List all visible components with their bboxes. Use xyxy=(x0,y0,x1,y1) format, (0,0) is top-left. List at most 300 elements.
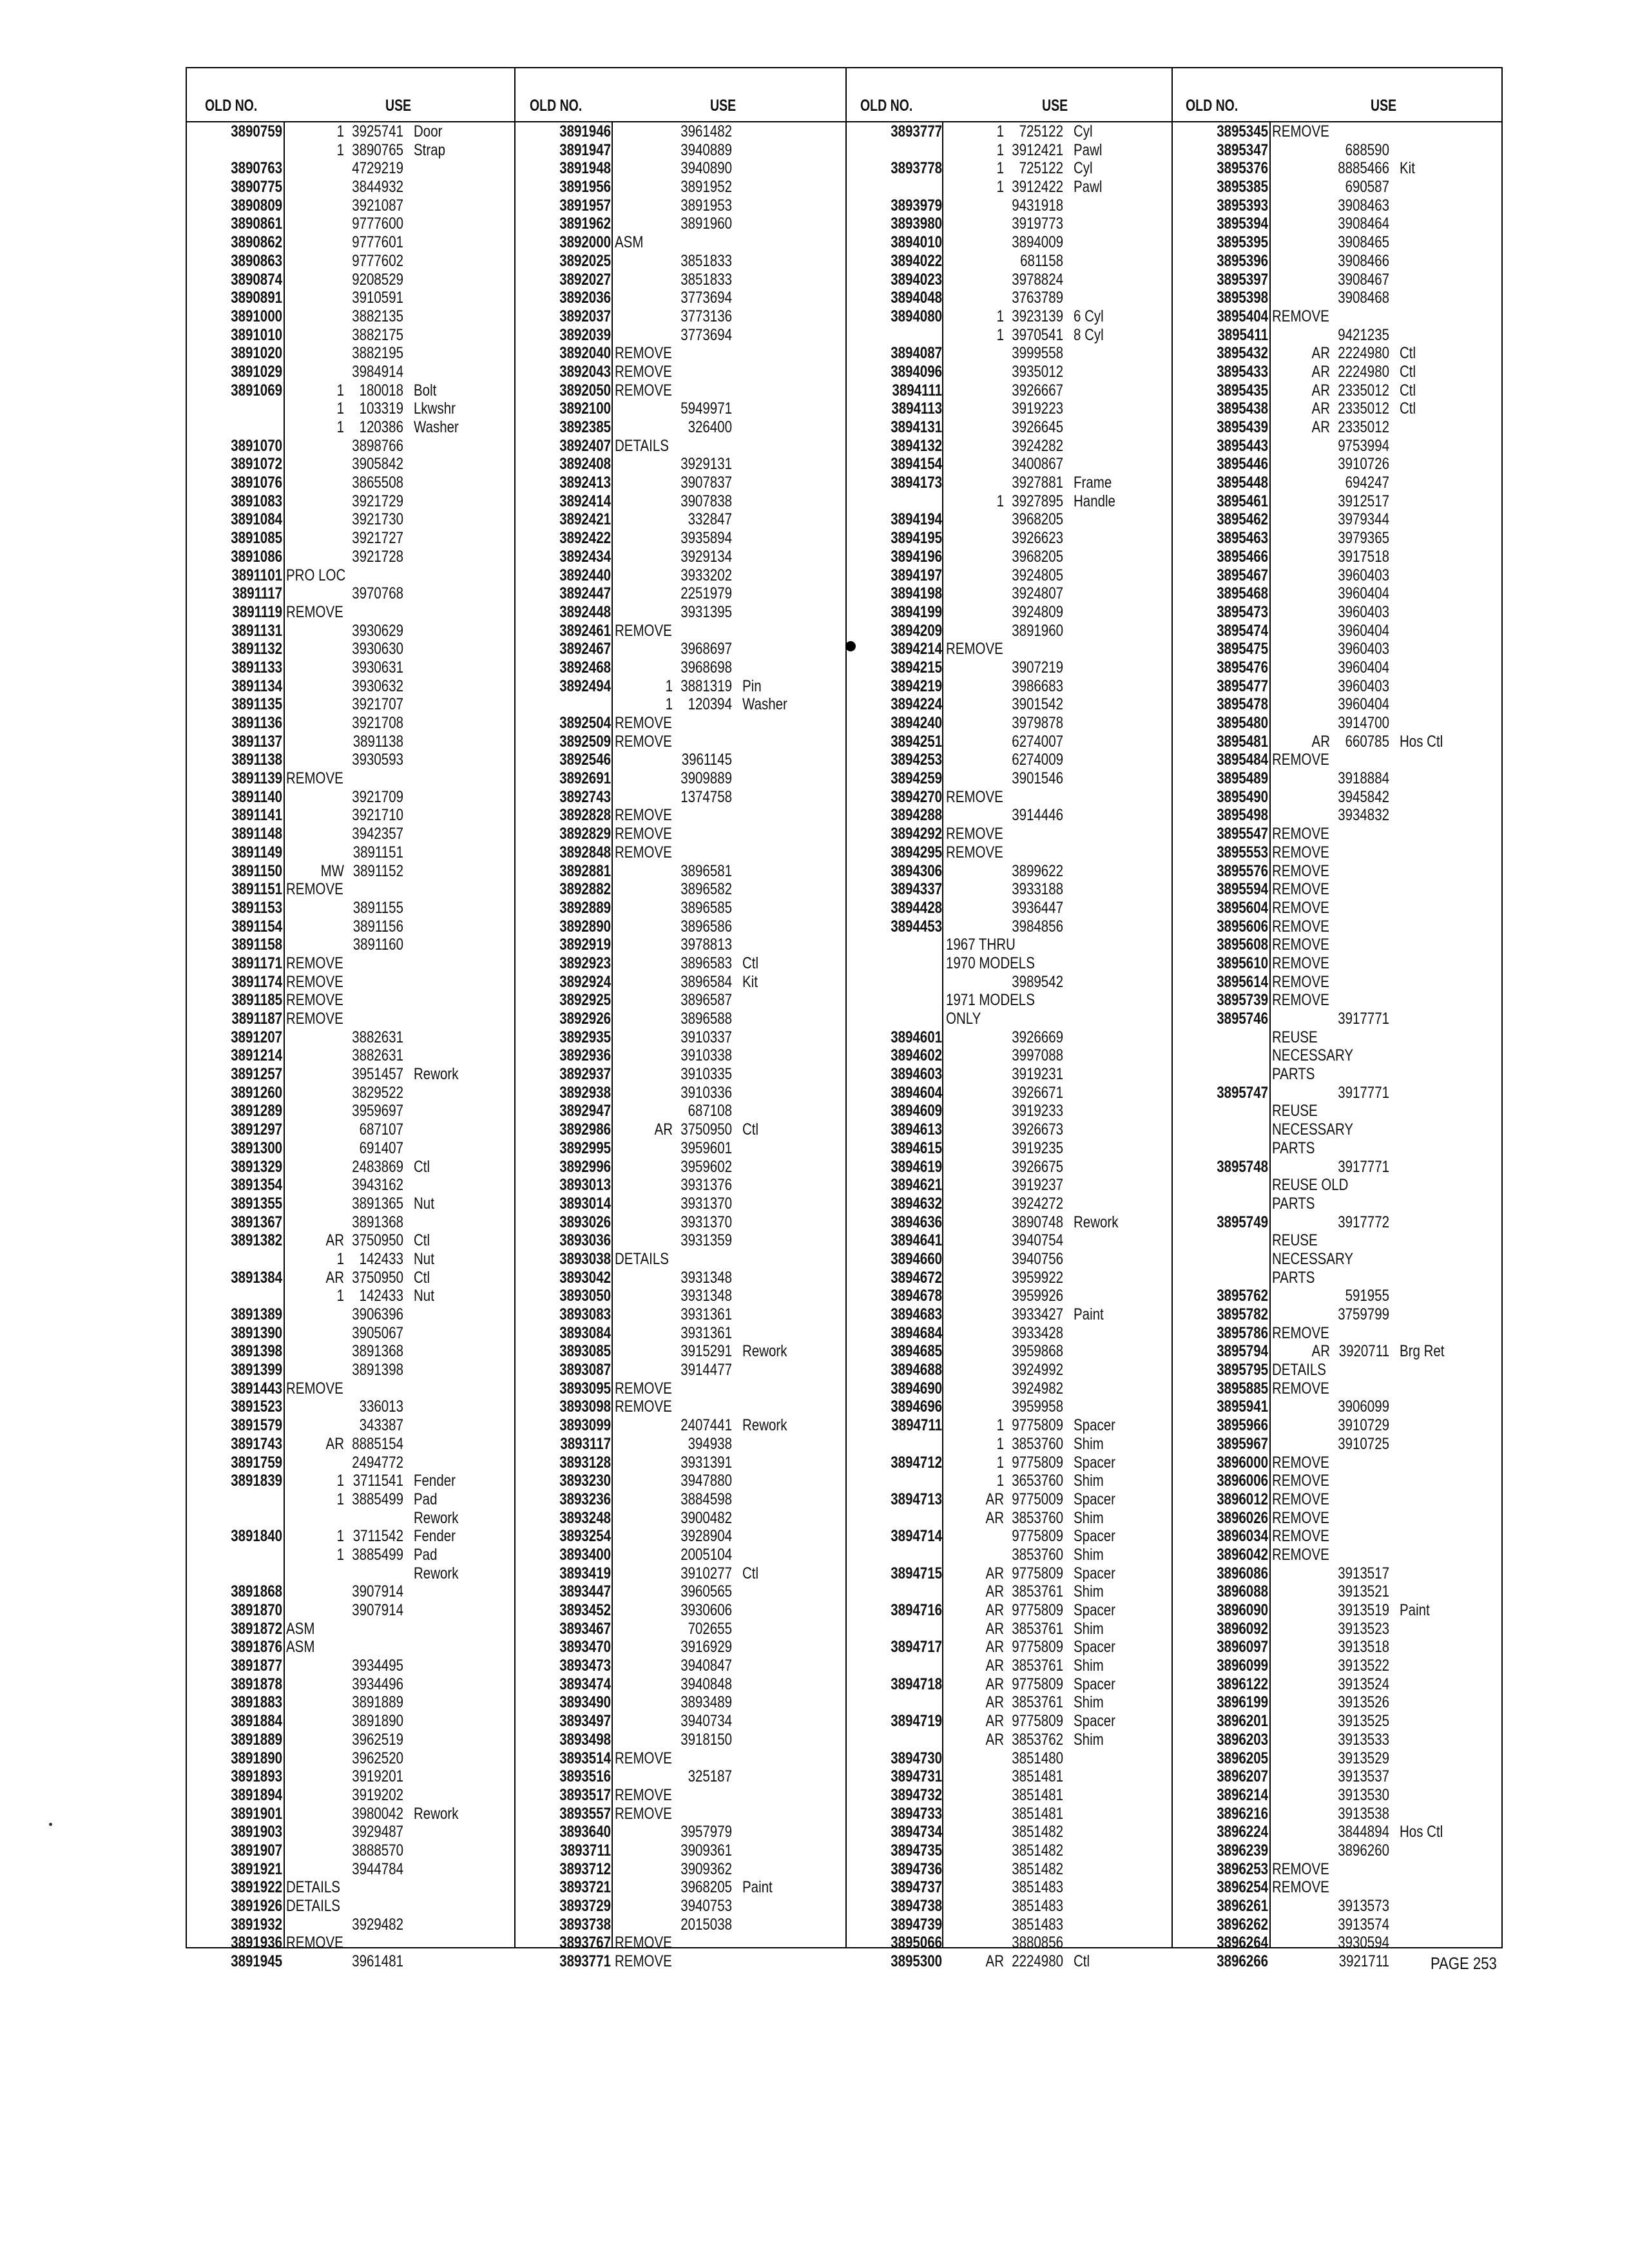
table-row xyxy=(845,825,1171,843)
table-row xyxy=(845,640,1171,658)
table-row xyxy=(514,1657,845,1675)
part-description: Rework xyxy=(414,1508,459,1527)
old-number: 3894736 xyxy=(891,1860,942,1878)
table-row xyxy=(514,1564,845,1583)
table-row xyxy=(845,252,1171,271)
table-row xyxy=(845,1250,1171,1269)
quantity: 1 xyxy=(336,381,344,399)
new-part-number: 3901542 xyxy=(1012,695,1063,714)
quantity: AR xyxy=(654,1120,673,1139)
new-part-number: 3960404 xyxy=(1338,584,1389,603)
new-part-number: 3929482 xyxy=(352,1915,403,1934)
old-number: 3895396 xyxy=(1217,251,1268,270)
table-row xyxy=(1171,344,1501,363)
part-description: Spacer xyxy=(1074,1564,1115,1582)
table-row xyxy=(186,159,514,178)
old-number: 3895443 xyxy=(1217,436,1268,455)
old-number: 3894209 xyxy=(891,621,942,640)
table-row xyxy=(845,1546,1171,1564)
table-row xyxy=(186,1379,514,1398)
table-row xyxy=(514,1878,845,1897)
new-part-number: 3935012 xyxy=(1012,362,1063,381)
table-row xyxy=(186,1435,514,1454)
table-row xyxy=(186,529,514,548)
old-number: 3892440 xyxy=(559,566,611,584)
old-number: 3892546 xyxy=(559,751,611,769)
table-row xyxy=(845,510,1171,529)
new-part-number: 3924282 xyxy=(1012,436,1063,455)
table-row xyxy=(1171,695,1501,714)
table-row xyxy=(186,1952,514,1971)
old-number: 3895397 xyxy=(1217,270,1268,289)
old-number: 3892889 xyxy=(559,898,611,917)
old-number: 3895941 xyxy=(1217,1398,1268,1416)
part-description: Shim xyxy=(1074,1434,1104,1453)
old-number: 3894714 xyxy=(891,1527,942,1546)
use-note: ASM xyxy=(615,233,644,252)
new-part-number: 3962519 xyxy=(352,1730,403,1749)
new-part-number: 3959602 xyxy=(680,1157,732,1176)
new-part-number: 3905067 xyxy=(352,1323,403,1342)
header-old-no: OLD NO. xyxy=(530,97,583,115)
part-description: Spacer xyxy=(1074,1453,1115,1472)
old-number: 3892043 xyxy=(559,362,611,381)
new-part-number: 6274009 xyxy=(1012,751,1063,769)
use-note: ONLY xyxy=(946,1010,981,1028)
old-number: 3893099 xyxy=(559,1416,611,1435)
table-row xyxy=(1171,1657,1501,1675)
new-part-number: 3880856 xyxy=(1012,1934,1063,1952)
table-row xyxy=(845,695,1171,714)
old-number: 3893084 xyxy=(559,1323,611,1342)
old-number: 3893013 xyxy=(559,1176,611,1195)
table-row xyxy=(845,1324,1171,1343)
new-part-number: 3921729 xyxy=(352,492,403,510)
new-part-number: 3893489 xyxy=(680,1693,732,1712)
new-part-number: 9775809 xyxy=(1012,1527,1063,1546)
table-row xyxy=(1171,1786,1501,1805)
old-number: 3893711 xyxy=(560,1841,611,1860)
old-number: 3893087 xyxy=(559,1361,611,1379)
new-part-number: 3942357 xyxy=(352,825,403,843)
old-number: 3893083 xyxy=(559,1305,611,1323)
new-part-number: 3921709 xyxy=(352,787,403,806)
old-number: 3893729 xyxy=(559,1897,611,1915)
new-part-number: 3891960 xyxy=(680,215,732,233)
old-number: 3891289 xyxy=(231,1102,282,1120)
new-part-number: 3924272 xyxy=(1012,1194,1063,1213)
new-part-number: 3891398 xyxy=(352,1361,403,1379)
old-number: 3891148 xyxy=(231,825,282,843)
new-part-number: 3896584 xyxy=(680,972,732,991)
new-part-number: 9775809 xyxy=(1012,1712,1063,1731)
table-row xyxy=(1171,1305,1501,1324)
table-row xyxy=(1171,1287,1501,1305)
use-note: NECESSARY xyxy=(1272,1249,1354,1268)
use-note: REMOVE xyxy=(615,714,672,732)
old-number: 3894295 xyxy=(891,843,942,861)
new-part-number: 3924982 xyxy=(1012,1379,1063,1398)
old-number: 3892414 xyxy=(559,492,611,510)
old-number: 3893470 xyxy=(559,1638,611,1657)
table-row xyxy=(1171,1897,1501,1916)
table-row xyxy=(845,658,1171,677)
table-row xyxy=(1171,880,1501,899)
table-row xyxy=(1171,141,1501,160)
table-row xyxy=(514,252,845,271)
table-row xyxy=(186,381,514,400)
old-number: 3892434 xyxy=(559,547,611,566)
new-part-number: 3913519 xyxy=(1338,1601,1389,1619)
new-part-number: 2335012 xyxy=(1338,399,1389,418)
table-row xyxy=(1171,326,1501,345)
part-description: Paint xyxy=(1400,1601,1430,1619)
old-number: 3892938 xyxy=(559,1083,611,1102)
table-row xyxy=(845,1952,1171,1971)
new-part-number: 681158 xyxy=(1020,251,1063,270)
old-number: 3890809 xyxy=(231,196,282,215)
new-part-number: 3924805 xyxy=(1012,566,1063,584)
new-part-number: 3934832 xyxy=(1338,806,1389,825)
table-row xyxy=(186,474,514,492)
old-number: 3892936 xyxy=(559,1046,611,1065)
use-note: REMOVE xyxy=(615,1785,672,1804)
new-part-number: 3891368 xyxy=(352,1342,403,1361)
old-number: 3894080 xyxy=(891,307,942,325)
new-part-number: 3908465 xyxy=(1338,233,1389,252)
table-row xyxy=(186,843,514,862)
use-note: 1971 MODELS xyxy=(946,991,1035,1010)
table-row xyxy=(1171,603,1501,622)
part-description: Pin xyxy=(742,677,762,695)
table-row xyxy=(845,1361,1171,1379)
old-number: 3890874 xyxy=(231,270,282,289)
table-row xyxy=(186,1527,514,1546)
table-row xyxy=(186,455,514,474)
table-row xyxy=(514,1509,845,1528)
old-number: 3895477 xyxy=(1217,677,1268,695)
old-number: 3891154 xyxy=(231,917,282,936)
old-number: 3896006 xyxy=(1217,1472,1268,1490)
new-part-number: 687108 xyxy=(688,1102,732,1120)
old-number: 3893712 xyxy=(559,1860,611,1878)
table-row xyxy=(1171,1841,1501,1860)
old-number: 3891076 xyxy=(231,474,282,492)
table-row xyxy=(514,918,845,936)
part-description: Spacer xyxy=(1074,1490,1115,1508)
old-number: 3896000 xyxy=(1217,1453,1268,1472)
new-part-number: 3773694 xyxy=(680,325,732,344)
table-row xyxy=(1171,1731,1501,1749)
old-number: 3892494 xyxy=(559,677,611,695)
old-number: 3894739 xyxy=(891,1915,942,1934)
table-row xyxy=(845,437,1171,456)
old-number: 3895461 xyxy=(1217,492,1268,510)
old-number: 3891329 xyxy=(231,1157,282,1176)
quantity: 1 xyxy=(665,695,673,714)
table-row xyxy=(845,1028,1171,1047)
table-row xyxy=(514,954,845,973)
table-row xyxy=(845,733,1171,751)
table-row xyxy=(514,1084,845,1102)
old-number: 3894198 xyxy=(891,584,942,603)
table-row xyxy=(1171,233,1501,252)
new-part-number: 3901546 xyxy=(1012,769,1063,788)
old-number: 3891579 xyxy=(231,1416,282,1435)
table-row xyxy=(1171,1601,1501,1620)
table-row xyxy=(186,733,514,751)
old-number: 3893014 xyxy=(559,1194,611,1213)
old-number: 3894717 xyxy=(891,1638,942,1657)
old-number: 3894619 xyxy=(891,1157,942,1176)
new-part-number: 3928904 xyxy=(680,1527,732,1546)
old-number: 3894259 xyxy=(891,769,942,788)
new-part-number: 3970541 xyxy=(1012,325,1063,344)
old-number: 3891171 xyxy=(231,954,282,972)
use-note: REMOVE xyxy=(1272,1453,1329,1472)
table-row xyxy=(1171,1749,1501,1768)
table-row xyxy=(514,510,845,529)
new-part-number: 3921710 xyxy=(352,806,403,825)
part-description: Washer xyxy=(742,695,787,714)
old-number: 3891367 xyxy=(231,1213,282,1231)
quantity: 1 xyxy=(996,325,1004,344)
old-number: 3894154 xyxy=(891,455,942,474)
table-row xyxy=(845,1767,1171,1786)
old-number: 3891214 xyxy=(231,1046,282,1065)
old-number: 3896261 xyxy=(1217,1897,1268,1915)
use-note: REMOVE xyxy=(1272,843,1329,861)
table-row xyxy=(514,344,845,363)
new-part-number: 3891155 xyxy=(352,898,403,917)
new-part-number: 325187 xyxy=(688,1767,732,1786)
old-number: 3891354 xyxy=(231,1176,282,1195)
new-part-number: 9775009 xyxy=(1012,1490,1063,1508)
old-number: 3894197 xyxy=(891,566,942,584)
old-number: 3895885 xyxy=(1217,1379,1268,1398)
new-part-number: 3945842 xyxy=(1338,787,1389,806)
new-part-number: 3968205 xyxy=(1012,510,1063,529)
old-number: 3892027 xyxy=(559,270,611,289)
old-number: 3891893 xyxy=(231,1767,282,1786)
old-number: 3890891 xyxy=(231,289,282,307)
old-number: 3891139 xyxy=(231,769,282,788)
table-row xyxy=(1171,1176,1501,1195)
new-part-number: 3931361 xyxy=(680,1305,732,1323)
part-description: Ctl xyxy=(742,1120,759,1139)
old-number: 3894199 xyxy=(891,602,942,621)
table-row xyxy=(845,1398,1171,1416)
old-number: 3896092 xyxy=(1217,1619,1268,1638)
new-part-number: 3924807 xyxy=(1012,584,1063,603)
new-part-number: 3913517 xyxy=(1338,1564,1389,1582)
table-row xyxy=(1171,1416,1501,1435)
old-number: 3896086 xyxy=(1217,1564,1268,1582)
old-number: 3894641 xyxy=(891,1231,942,1250)
old-number: 3894738 xyxy=(891,1897,942,1915)
new-part-number: 3912422 xyxy=(1012,178,1063,197)
old-number: 3894603 xyxy=(891,1065,942,1084)
use-note: REMOVE xyxy=(1272,1490,1329,1508)
use-note: REMOVE xyxy=(615,362,672,381)
new-part-number: 120386 xyxy=(359,418,403,436)
old-number: 3894734 xyxy=(891,1823,942,1841)
part-description: Rework xyxy=(1074,1213,1119,1231)
old-number: 3894087 xyxy=(891,344,942,363)
quantity: 1 xyxy=(996,1472,1004,1490)
new-part-number: 3894009 xyxy=(1012,233,1063,252)
table-row xyxy=(845,1195,1171,1213)
old-number: 3892447 xyxy=(559,584,611,603)
old-number: 3895747 xyxy=(1217,1083,1268,1102)
quantity: 1 xyxy=(336,1287,344,1305)
quantity: 1 xyxy=(996,492,1004,510)
old-number: 3891957 xyxy=(559,196,611,215)
old-number: 3891947 xyxy=(559,140,611,159)
new-part-number: 9775809 xyxy=(1012,1675,1063,1693)
old-number: 3896097 xyxy=(1217,1638,1268,1657)
new-part-number: 3943162 xyxy=(352,1176,403,1195)
new-part-number: 3891138 xyxy=(352,732,403,751)
table-row xyxy=(1171,788,1501,807)
new-part-number: 3980042 xyxy=(352,1804,403,1823)
part-description: Shim xyxy=(1074,1545,1104,1564)
use-note: REMOVE xyxy=(1272,954,1329,972)
table-row xyxy=(1171,1324,1501,1343)
new-part-number: 9777601 xyxy=(352,233,403,252)
new-part-number: 3960403 xyxy=(1338,677,1389,695)
table-row xyxy=(514,1490,845,1509)
part-description: Ctl xyxy=(742,954,759,972)
table-row xyxy=(514,1046,845,1065)
old-number: 3894196 xyxy=(891,547,942,566)
old-number: 3891138 xyxy=(231,751,282,769)
quantity: 1 xyxy=(996,140,1004,159)
use-note: REMOVE xyxy=(615,1952,672,1971)
use-note: PARTS xyxy=(1272,1139,1315,1157)
quantity: AR xyxy=(985,1638,1004,1657)
old-number: 3891870 xyxy=(231,1601,282,1619)
old-number: 3894337 xyxy=(891,880,942,899)
old-number: 3895411 xyxy=(1217,325,1268,344)
table-row xyxy=(514,1472,845,1490)
use-note: REMOVE xyxy=(615,843,672,861)
old-number: 3895604 xyxy=(1217,898,1268,917)
table-row xyxy=(1171,1675,1501,1694)
new-part-number: 687107 xyxy=(359,1120,403,1139)
old-number: 3894215 xyxy=(891,658,942,677)
table-row xyxy=(845,363,1171,381)
old-number: 3891297 xyxy=(231,1120,282,1139)
old-number: 3894636 xyxy=(891,1213,942,1231)
new-part-number: 3913526 xyxy=(1338,1693,1389,1712)
table-row xyxy=(514,1693,845,1712)
old-number: 3891133 xyxy=(231,658,282,677)
new-part-number: 3891953 xyxy=(680,196,732,215)
part-description: Frame xyxy=(1074,474,1112,492)
table-row xyxy=(845,1749,1171,1768)
table-row xyxy=(514,178,845,197)
use-note: REMOVE xyxy=(286,880,343,899)
old-number: 3894733 xyxy=(891,1804,942,1823)
table-row xyxy=(186,566,514,585)
use-note: 1970 MODELS xyxy=(946,954,1035,972)
new-part-number: 2224980 xyxy=(1338,344,1389,363)
table-row xyxy=(1171,548,1501,566)
old-number: 3894690 xyxy=(891,1379,942,1398)
new-part-number: 2015038 xyxy=(680,1915,732,1934)
quantity: 1 xyxy=(665,677,673,695)
old-number: 3896264 xyxy=(1217,1934,1268,1952)
quantity: 1 xyxy=(996,1453,1004,1472)
table-row xyxy=(845,1490,1171,1509)
table-row xyxy=(186,584,514,603)
table-row xyxy=(186,1675,514,1694)
new-part-number: 3919237 xyxy=(1012,1176,1063,1195)
table-row xyxy=(186,1250,514,1269)
new-part-number: 3912517 xyxy=(1338,492,1389,510)
new-part-number: 3933188 xyxy=(1012,880,1063,899)
old-number: 3895608 xyxy=(1217,936,1268,954)
old-number: 3893514 xyxy=(559,1749,611,1767)
table-row xyxy=(845,1102,1171,1120)
new-part-number: 3917771 xyxy=(1338,1010,1389,1028)
old-number: 3895749 xyxy=(1217,1213,1268,1231)
quantity: AR xyxy=(1311,399,1330,418)
old-number: 3895795 xyxy=(1217,1361,1268,1379)
part-description: Ctl xyxy=(414,1157,430,1176)
table-row xyxy=(1171,1693,1501,1712)
part-description: Paint xyxy=(742,1878,773,1897)
old-number: 3891141 xyxy=(231,806,282,825)
table-row xyxy=(514,1250,845,1269)
old-number: 3891174 xyxy=(231,972,282,991)
old-number: 3890863 xyxy=(231,251,282,270)
table-column-3 xyxy=(845,122,1171,1971)
new-part-number: 3896581 xyxy=(680,861,732,880)
new-part-number: 3933427 xyxy=(1012,1305,1063,1323)
table-row xyxy=(514,1231,845,1250)
old-number: 3892935 xyxy=(559,1028,611,1046)
new-part-number: 3913529 xyxy=(1338,1749,1389,1767)
new-part-number: 3919773 xyxy=(1012,215,1063,233)
table-row xyxy=(1171,1490,1501,1509)
use-note: PARTS xyxy=(1272,1065,1315,1084)
part-description: Pawl xyxy=(1074,140,1103,159)
quantity: 1 xyxy=(336,1249,344,1268)
new-part-number: 3970768 xyxy=(352,584,403,603)
table-row xyxy=(514,1361,845,1379)
quantity: 1 xyxy=(996,122,1004,140)
table-row xyxy=(845,271,1171,289)
old-number: 3895345 xyxy=(1217,122,1268,140)
use-note: REMOVE xyxy=(1272,917,1329,936)
use-note: REMOVE xyxy=(286,769,343,788)
new-part-number: 3913530 xyxy=(1338,1785,1389,1804)
table-row xyxy=(845,289,1171,307)
part-description: Ctl xyxy=(1400,399,1416,418)
old-number: 3891398 xyxy=(231,1342,282,1361)
table-row xyxy=(186,548,514,566)
quantity: 1 xyxy=(996,159,1004,178)
table-row xyxy=(514,1638,845,1657)
old-number: 3894251 xyxy=(891,732,942,751)
use-note: REMOVE xyxy=(615,1804,672,1823)
table-row xyxy=(186,1398,514,1416)
old-number: 3892890 xyxy=(559,917,611,936)
old-number: 3894683 xyxy=(891,1305,942,1323)
table-row xyxy=(514,1416,845,1435)
